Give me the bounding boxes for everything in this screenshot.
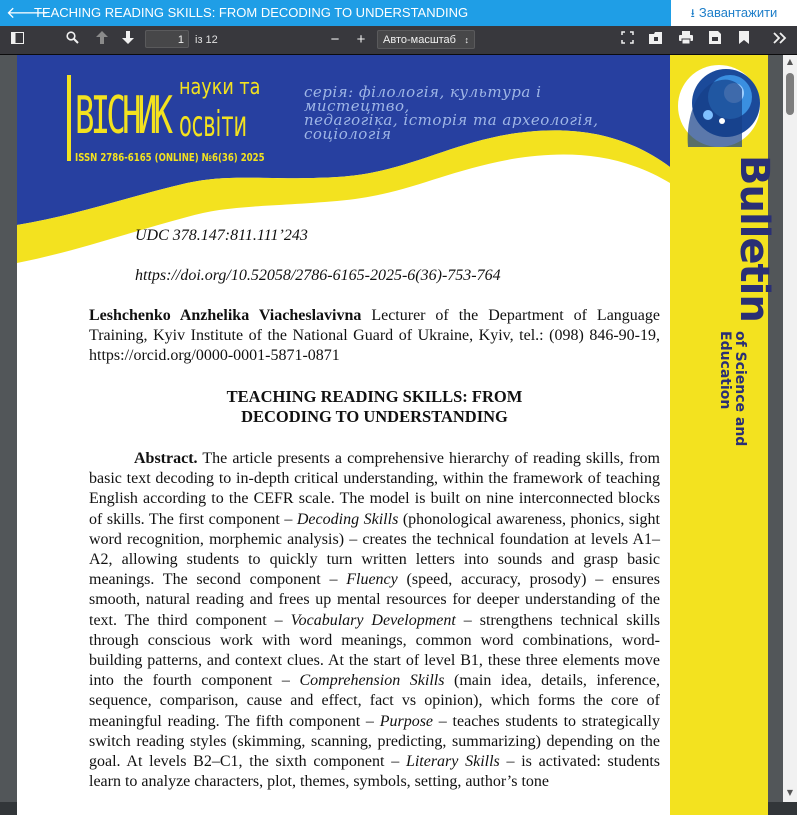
side-subtitle xyxy=(717,331,747,446)
document-viewer[interactable] xyxy=(0,55,797,802)
abstract-term: Literary Skills xyxy=(405,753,500,771)
abstract-term: Vocabulary Development xyxy=(290,611,456,629)
page-number-input[interactable]: 1 xyxy=(145,30,189,48)
scroll-down-icon[interactable]: ▼ xyxy=(786,788,794,797)
side-subtitle-1: of Science and xyxy=(732,331,748,447)
pdf-page xyxy=(17,55,777,815)
chevron-updown-icon: ↕ xyxy=(464,35,469,45)
abstract-part: (phonological awareness, phonics, sight word recognition, morphemic analysis) – creates the technical foundation at levels A1–A2, allowing students to quickly turn written letters into sounds and grasp basic meanings. The second component – xyxy=(89,510,660,589)
abstract-part: – teaches students to strategically switch reading styles (skimming, scanning, predicting, summarizing) depending on the goal. At levels B2–C1, the sixth component – xyxy=(89,712,661,771)
series-line-1: серія: філологія, культура і мистецтво, xyxy=(304,83,542,115)
abstract-part: – strengthens technical skills through conscious work with word meanings, common word combinations, word-building patterns, and context clues. At the start of level B1, these three elements move into the fourth component – xyxy=(89,611,661,690)
open-file-icon[interactable] xyxy=(646,30,666,50)
app-titlebar xyxy=(0,0,797,26)
sidebar-toggle-icon[interactable] xyxy=(8,30,26,50)
brain-logo-icon xyxy=(678,65,760,147)
udc-code: UDC 378.147:811.111’243 xyxy=(135,227,308,244)
journal-logo xyxy=(67,73,277,173)
abstract-label: Abstract. xyxy=(134,450,198,467)
vertical-scrollbar[interactable] xyxy=(783,55,797,802)
scrollbar-thumb[interactable] xyxy=(786,73,794,115)
abstract-term: Purpose xyxy=(379,712,434,730)
abstract-part: (main idea, details, inference, sequence, comparison, cause and effect, fact vs opinion), which forms the core of meaningful reading. The fifth component – xyxy=(89,672,660,730)
author-block xyxy=(89,306,660,367)
abstract-term: Comprehension Skills xyxy=(299,672,445,690)
logo-right-top: науки та xyxy=(179,75,261,100)
zoom-select[interactable] xyxy=(377,30,475,49)
abstract-part: The article presents a comprehensive hierarchy of reading skills, from basic text decoding to in-depth critical understanding, within the framework of teaching English according to the CEFR scale. The model is built on nine interconnected blocks of skills. The first component – xyxy=(89,450,660,528)
presentation-icon[interactable] xyxy=(617,30,637,50)
article-title-line-1: TEACHING READING SKILLS: FROM xyxy=(226,387,523,406)
issn-line: ISSN 2786-6165 (ONLINE) №6(36) 2025 xyxy=(75,151,265,164)
series-line-2: педагогіка, історія та археологія, соціологія xyxy=(304,111,599,143)
article-title xyxy=(89,387,660,427)
doi-link[interactable]: https://doi.org/10.52058/2786-6165-2025-6(36)-753-764 xyxy=(135,267,501,284)
next-page-icon[interactable] xyxy=(118,30,138,50)
zoom-out-button[interactable]: − xyxy=(330,31,340,48)
logo-right-bottom: освіти xyxy=(179,104,248,145)
abstract-term: Decoding Skills xyxy=(296,510,399,528)
save-icon[interactable] xyxy=(705,30,725,50)
journal-series xyxy=(304,85,634,141)
author-info: Lecturer of the Department of Language Training, Kyiv Institute of the National Guard of Ukraine, Kyiv, tel.: (098) 846-90-19, https://orcid.org/0000-0001-5871-0871 xyxy=(89,307,660,365)
abstract-part: (speed, accuracy, prosody) – ensures smooth, natural reading and frees up mental resources for deeper understanding of the text. The third component – xyxy=(89,571,660,629)
download-icon: ⭳ xyxy=(690,6,695,20)
previous-page-icon[interactable] xyxy=(92,30,112,50)
zoom-in-button[interactable]: + xyxy=(356,31,366,48)
arrow-left-icon[interactable]: 🡐 xyxy=(6,3,49,22)
abstract-text xyxy=(89,449,660,792)
side-title: Bulletin xyxy=(731,155,777,322)
article-title-line-2: DECODING TO UNDERSTANDING xyxy=(241,407,508,427)
print-icon[interactable] xyxy=(676,30,696,50)
more-tools-icon[interactable] xyxy=(768,30,790,50)
zoom-select-value: Авто-масштаб xyxy=(383,34,456,46)
scroll-up-icon[interactable]: ▲ xyxy=(786,57,794,66)
author-name: Leshchenko Anzhelika Viacheslavivna xyxy=(89,307,362,324)
bookmark-icon[interactable] xyxy=(734,30,754,50)
abstract-term: Fluency xyxy=(346,571,398,589)
side-subtitle-2: Education xyxy=(717,331,733,410)
document-title: TEACHING READING SKILLS: FROM DECODING TO UNDERSTANDING xyxy=(34,5,469,20)
abstract-part: – is activated: students learn to analyze characters, plot, themes, symbols, setting, author’s tone xyxy=(89,753,661,791)
page-count: із 12 xyxy=(195,34,218,46)
download-button[interactable] xyxy=(671,0,797,26)
download-label: Завантажити xyxy=(698,5,778,20)
search-icon[interactable] xyxy=(62,30,82,50)
logo-word: ВІСНИК xyxy=(75,86,170,146)
pdf-toolbar xyxy=(0,26,797,55)
